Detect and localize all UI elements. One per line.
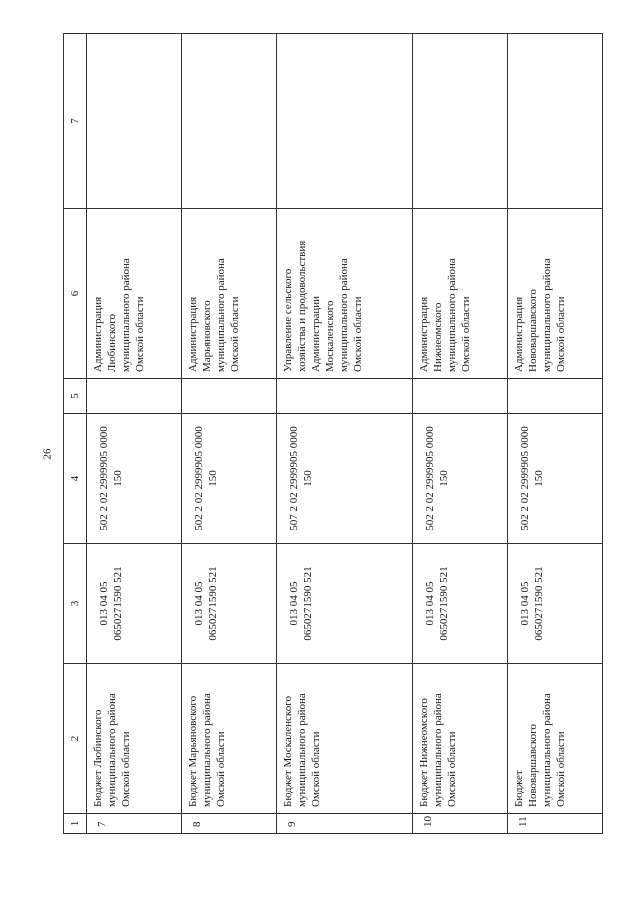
income-code: 502 2 02 2999905 0000 150 (193, 426, 219, 531)
col7-value (508, 34, 516, 208)
administrator-cell (507, 209, 602, 379)
row-number-cell (412, 814, 507, 834)
col5-cell (182, 379, 277, 414)
col7-cell (412, 34, 507, 209)
classification-code: 013 04 05 0650271590 521 (288, 566, 314, 641)
income-code-cell (507, 414, 602, 544)
income-code: 502 2 02 2999905 0000 150 (423, 426, 450, 531)
classification-code: 013 04 05 0650271590 521 (98, 566, 124, 641)
col7-cell (277, 34, 413, 209)
col5-cell (277, 379, 413, 414)
header-col-4: 4 (64, 414, 87, 544)
budget-cell (507, 664, 602, 814)
budget-cell (87, 664, 182, 814)
income-code-cell (412, 414, 507, 544)
administrator-cell (182, 209, 277, 379)
classification-code: 013 04 05 0650271590 521 (193, 566, 219, 641)
budget-cell (277, 664, 413, 814)
table-row (507, 34, 602, 834)
row-number-cell (277, 814, 413, 834)
col7-value (413, 34, 421, 208)
income-code: 507 2 02 2999905 0000 150 (288, 426, 314, 531)
page-number: 26 (41, 448, 54, 460)
row-number: 7 (96, 821, 108, 827)
administrator-name: Администрация Нижнеомского муниципального района Омской области (417, 258, 472, 372)
classification-code-cell (182, 544, 277, 664)
col5-cell (507, 379, 602, 414)
classification-code-cell (277, 544, 413, 664)
administrator-name: Администрация Любинского муниципального района Омской области (92, 258, 146, 372)
income-code-cell (182, 414, 277, 544)
classification-code-cell (87, 544, 182, 664)
header-col-2: 2 (64, 664, 87, 814)
rotated-table-wrapper (63, 34, 603, 834)
administrator-cell (277, 209, 413, 379)
budget-name: Бюджет Нововаршавского муниципального района Омской области (512, 693, 567, 807)
col7-cell (87, 34, 182, 209)
classification-code-cell (412, 544, 507, 664)
col7-cell (507, 34, 602, 209)
budget-table (63, 33, 603, 834)
classification-code: 013 04 05 0650271590 521 (423, 566, 450, 641)
income-code-cell (277, 414, 413, 544)
administrator-cell (412, 209, 507, 379)
budget-name: Бюджет Любинского муниципального района Омской области (92, 693, 132, 807)
header-col-7: 7 (64, 34, 87, 209)
administrator-cell (87, 209, 182, 379)
budget-name: Бюджет Нижнеомского муниципального района Омской области (417, 693, 458, 807)
income-code: 502 2 02 2999905 0000 150 (518, 426, 545, 531)
col5-cell (87, 379, 182, 414)
col7-value (87, 34, 95, 208)
administrator-name: Администрация Нововаршавского муниципального района Омской области (512, 258, 567, 372)
col5-cell (412, 379, 507, 414)
header-col-1: 1 (64, 814, 87, 834)
row-number: 11 (516, 816, 529, 827)
col5-value (413, 379, 421, 413)
classification-code: 013 04 05 0650271590 521 (518, 566, 545, 641)
col7-value (277, 34, 285, 208)
budget-name: Бюджет Марьяновского муниципального района Омской области (187, 693, 227, 807)
header-col-6: 6 (64, 209, 87, 379)
row-number: 8 (191, 821, 203, 827)
budget-cell (182, 664, 277, 814)
table-row (182, 34, 277, 834)
header-col-3: 3 (64, 544, 87, 664)
budget-name: Бюджет Москаленского муниципального района Омской области (282, 693, 322, 807)
row-number-cell (87, 814, 182, 834)
row-number-cell (507, 814, 602, 834)
col5-value (87, 379, 95, 413)
row-number-cell (182, 814, 277, 834)
table-row (87, 34, 182, 834)
header-col-5: 5 (64, 379, 87, 414)
administrator-name: Администрация Марьяновского муниципального района Омской области (187, 258, 241, 372)
table-row (412, 34, 507, 834)
classification-code-cell (507, 544, 602, 664)
row-number: 9 (286, 821, 298, 827)
income-code: 502 2 02 2999905 0000 150 (98, 426, 124, 531)
administrator-name: Управление сельского хозяйства и продовольствия Администрации Москаленского муниципального района Омской области (282, 240, 364, 372)
col5-value (508, 379, 516, 413)
col7-value (182, 34, 190, 208)
col7-cell (182, 34, 277, 209)
table-row (277, 34, 413, 834)
col5-value (182, 379, 190, 413)
col5-value (277, 379, 285, 413)
table-header-row (64, 34, 87, 834)
row-number: 10 (421, 816, 434, 827)
income-code-cell (87, 414, 182, 544)
budget-cell (412, 664, 507, 814)
